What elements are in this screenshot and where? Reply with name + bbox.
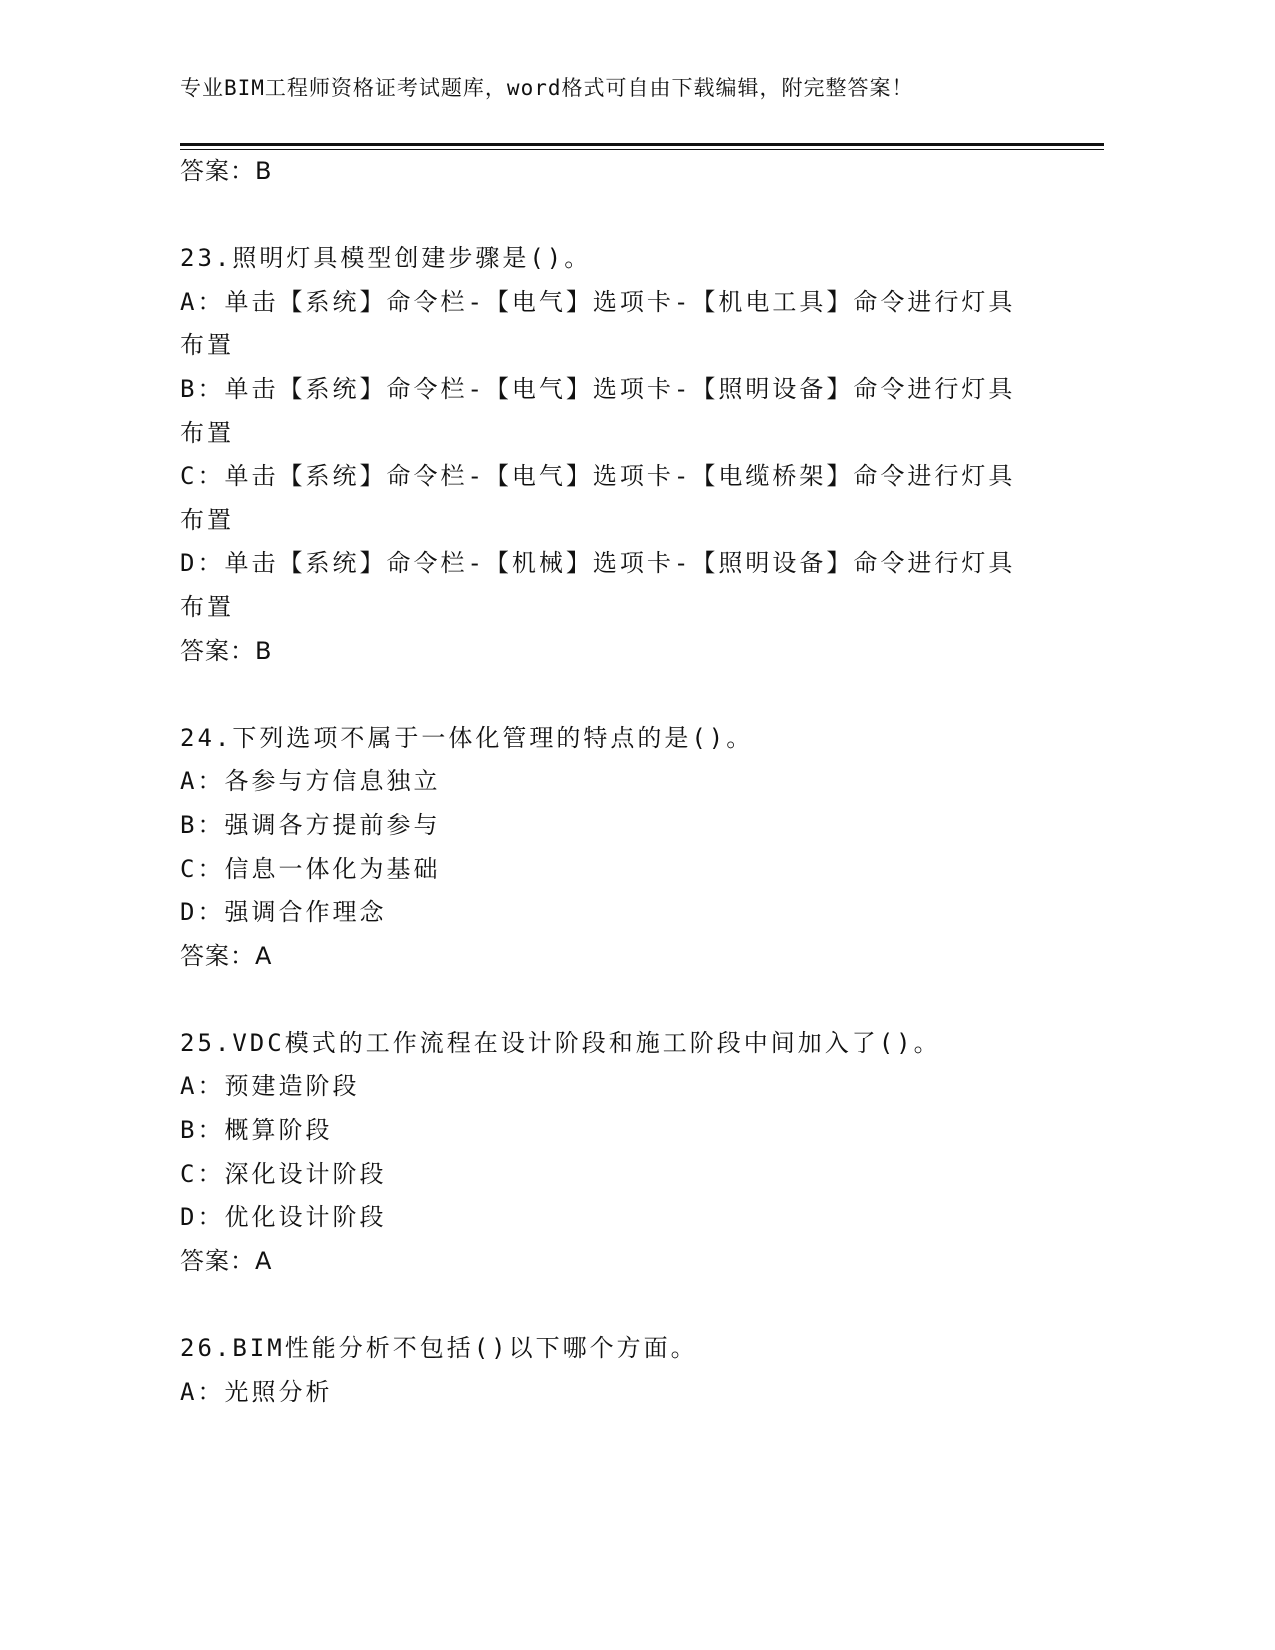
spacer — [180, 1283, 1060, 1327]
option-d: D：单击【系统】命令栏-【机械】选项卡-【照明设备】命令进行灯具 — [180, 549, 1016, 578]
option-a: A：单击【系统】命令栏-【电气】选项卡-【机电工具】命令进行灯具 — [180, 287, 1016, 316]
header-rule-thick — [180, 143, 1104, 146]
option-d-continued: 布置 — [180, 592, 234, 621]
option-c: C：信息一体化为基础 — [180, 854, 441, 883]
option-b: B：强调各方提前参与 — [180, 810, 441, 839]
answer-line: 答案：B — [180, 636, 273, 665]
option-d: D：优化设计阶段 — [180, 1203, 387, 1232]
option-b: B：概算阶段 — [180, 1116, 333, 1145]
answer-line: 答案：A — [180, 1246, 273, 1275]
question-block — [180, 237, 1060, 673]
question-stem: 25.VDC模式的工作流程在设计阶段和施工阶段中间加入了()。 — [180, 1028, 941, 1057]
answer-line: 答案：A — [180, 941, 273, 970]
option-c: C：单击【系统】命令栏-【电气】选项卡-【电缆桥架】命令进行灯具 — [180, 462, 1016, 491]
option-b: B：单击【系统】命令栏-【电气】选项卡-【照明设备】命令进行灯具 — [180, 374, 1016, 403]
question-stem: 24.下列选项不属于一体化管理的特点的是()。 — [180, 723, 754, 752]
document-body — [180, 150, 1060, 1414]
option-a-continued: 布置 — [180, 331, 234, 360]
question-stem: 23.照明灯具模型创建步骤是()。 — [180, 244, 592, 273]
option-b-continued: 布置 — [180, 418, 234, 447]
question-block — [180, 1327, 1060, 1414]
option-c: C：深化设计阶段 — [180, 1159, 387, 1188]
option-c-continued: 布置 — [180, 505, 234, 534]
option-d: D：强调合作理念 — [180, 898, 387, 927]
option-a: A：各参与方信息独立 — [180, 767, 441, 796]
question-block — [180, 717, 1060, 979]
spacer — [180, 978, 1060, 1022]
page-header: 专业BIM工程师资格证考试题库，word格式可自由下载编辑，附完整答案！ — [180, 76, 914, 100]
spacer — [180, 194, 1060, 238]
question-stem: 26.BIM性能分析不包括()以下哪个方面。 — [180, 1334, 698, 1363]
answer-line: 答案：B — [180, 157, 273, 185]
question-block — [180, 1022, 1060, 1284]
option-a: A：光照分析 — [180, 1377, 333, 1406]
spacer — [180, 673, 1060, 717]
option-a: A：预建造阶段 — [180, 1072, 360, 1101]
